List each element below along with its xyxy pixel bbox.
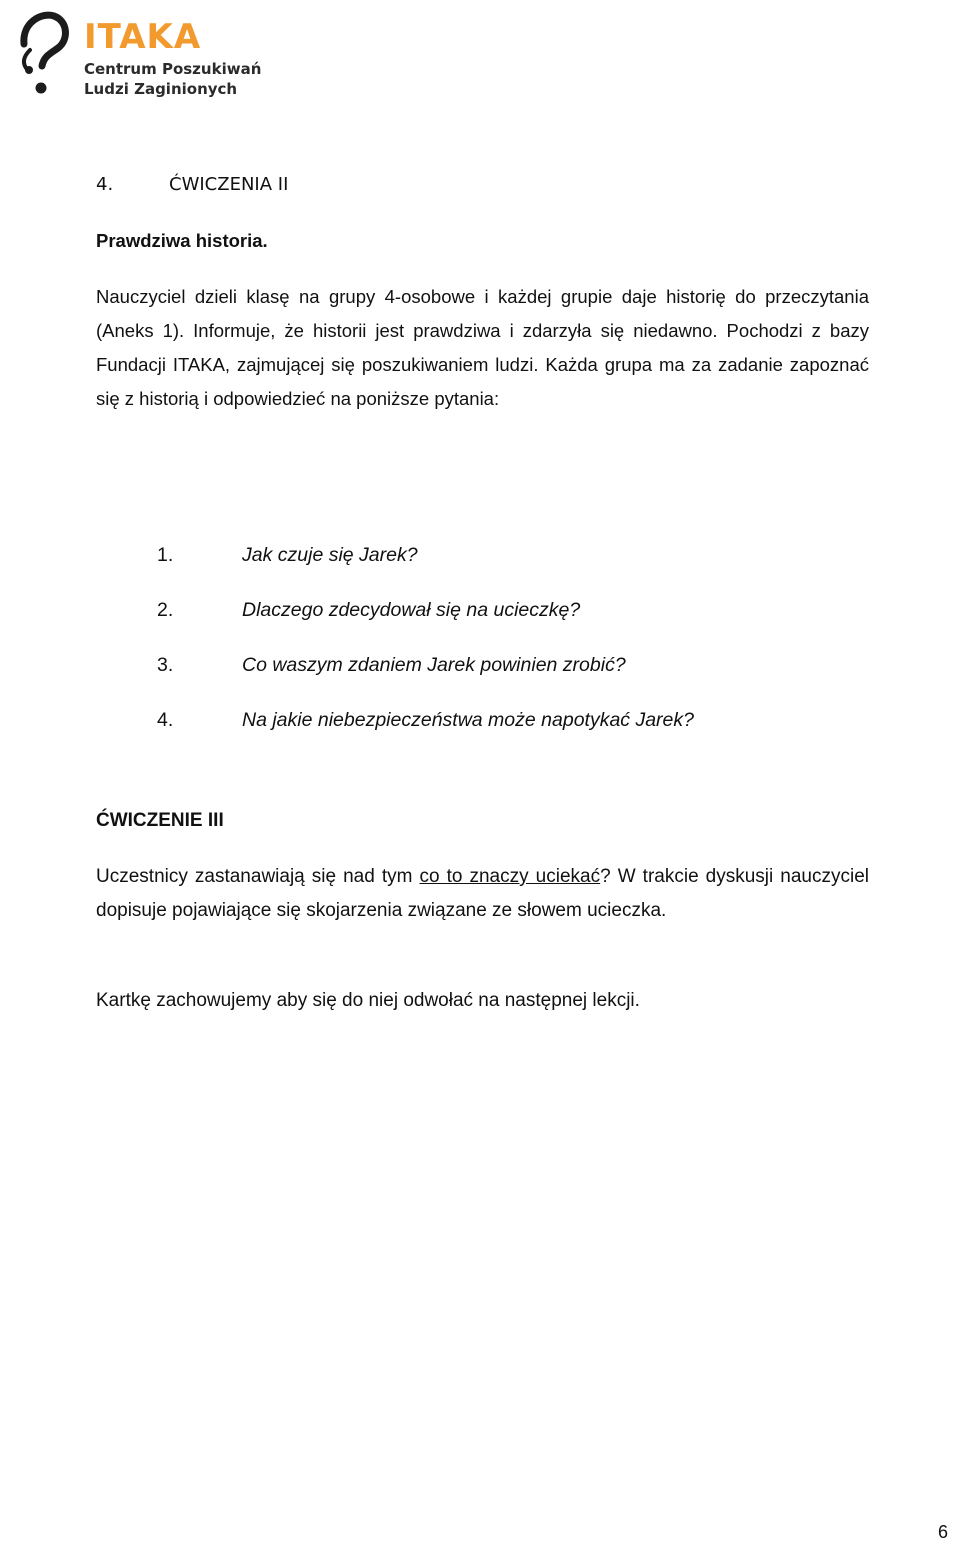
- section-subtitle: Prawdziwa historia.: [96, 230, 268, 251]
- question-item: [157, 583, 694, 638]
- question-item: [157, 693, 694, 748]
- question-item: [157, 638, 694, 693]
- logo-title: ITAKA: [84, 17, 202, 57]
- exercise3-underlined-phrase: co to znaczy uciekać: [419, 866, 601, 887]
- question-text: Dlaczego zdecydował się na ucieczkę?: [242, 599, 581, 621]
- logo-subtitle-line1: Centrum Poszukiwań: [84, 60, 262, 78]
- exercise3-text-before: Uczestnicy zastanawiają się nad tym: [96, 866, 420, 887]
- question-number: 3.: [157, 654, 174, 676]
- question-text: Na jakie niebezpieczeństwa może napotykać Jarek?: [242, 709, 694, 731]
- page-number: 6: [937, 1522, 948, 1542]
- exercise3-text-after: ? W trakcie dyskusji nauczyciel dopisuje pojawiające się skojarzenia związane ze słowem ucieczka.: [96, 866, 869, 921]
- exercise3-note: Kartkę zachowujemy aby się do niej odwołać na następnej lekcji.: [96, 990, 640, 1011]
- section-title: ĆWICZENIA II: [169, 174, 289, 195]
- section-number: 4.: [96, 174, 114, 195]
- exercise3-paragraph: [96, 860, 869, 928]
- question-number: 1.: [157, 544, 174, 566]
- question-item: [157, 528, 694, 583]
- itaka-logo: [12, 10, 262, 100]
- question-number: 2.: [157, 599, 174, 621]
- question-text: Jak czuje się Jarek?: [242, 544, 418, 566]
- question-text: Co waszym zdaniem Jarek powinien zrobić?: [242, 654, 626, 676]
- section-heading: [96, 168, 869, 202]
- exercise3-title: ĆWICZENIE III: [96, 810, 224, 831]
- section-paragraph: Nauczyciel dzieli klasę na grupy 4-osobowe i każdej grupie daje historię do przeczytania (Aneks 1). Informuje, że historii jest prawdziwa i zdarzyła się niedawno. Pochodzi z bazy Fundacji ITAKA, zajmującej się poszukiwaniem ludzi. Każda grupa ma za zadanie zapoznać się z historią i odpowiedzieć na poniższe pytania:: [96, 286, 869, 409]
- question-mark-headset-icon: [12, 10, 72, 98]
- logo-subtitle-line2: Ludzi Zaginionych: [84, 80, 238, 98]
- question-number: 4.: [157, 709, 174, 731]
- questions-list: [157, 528, 694, 748]
